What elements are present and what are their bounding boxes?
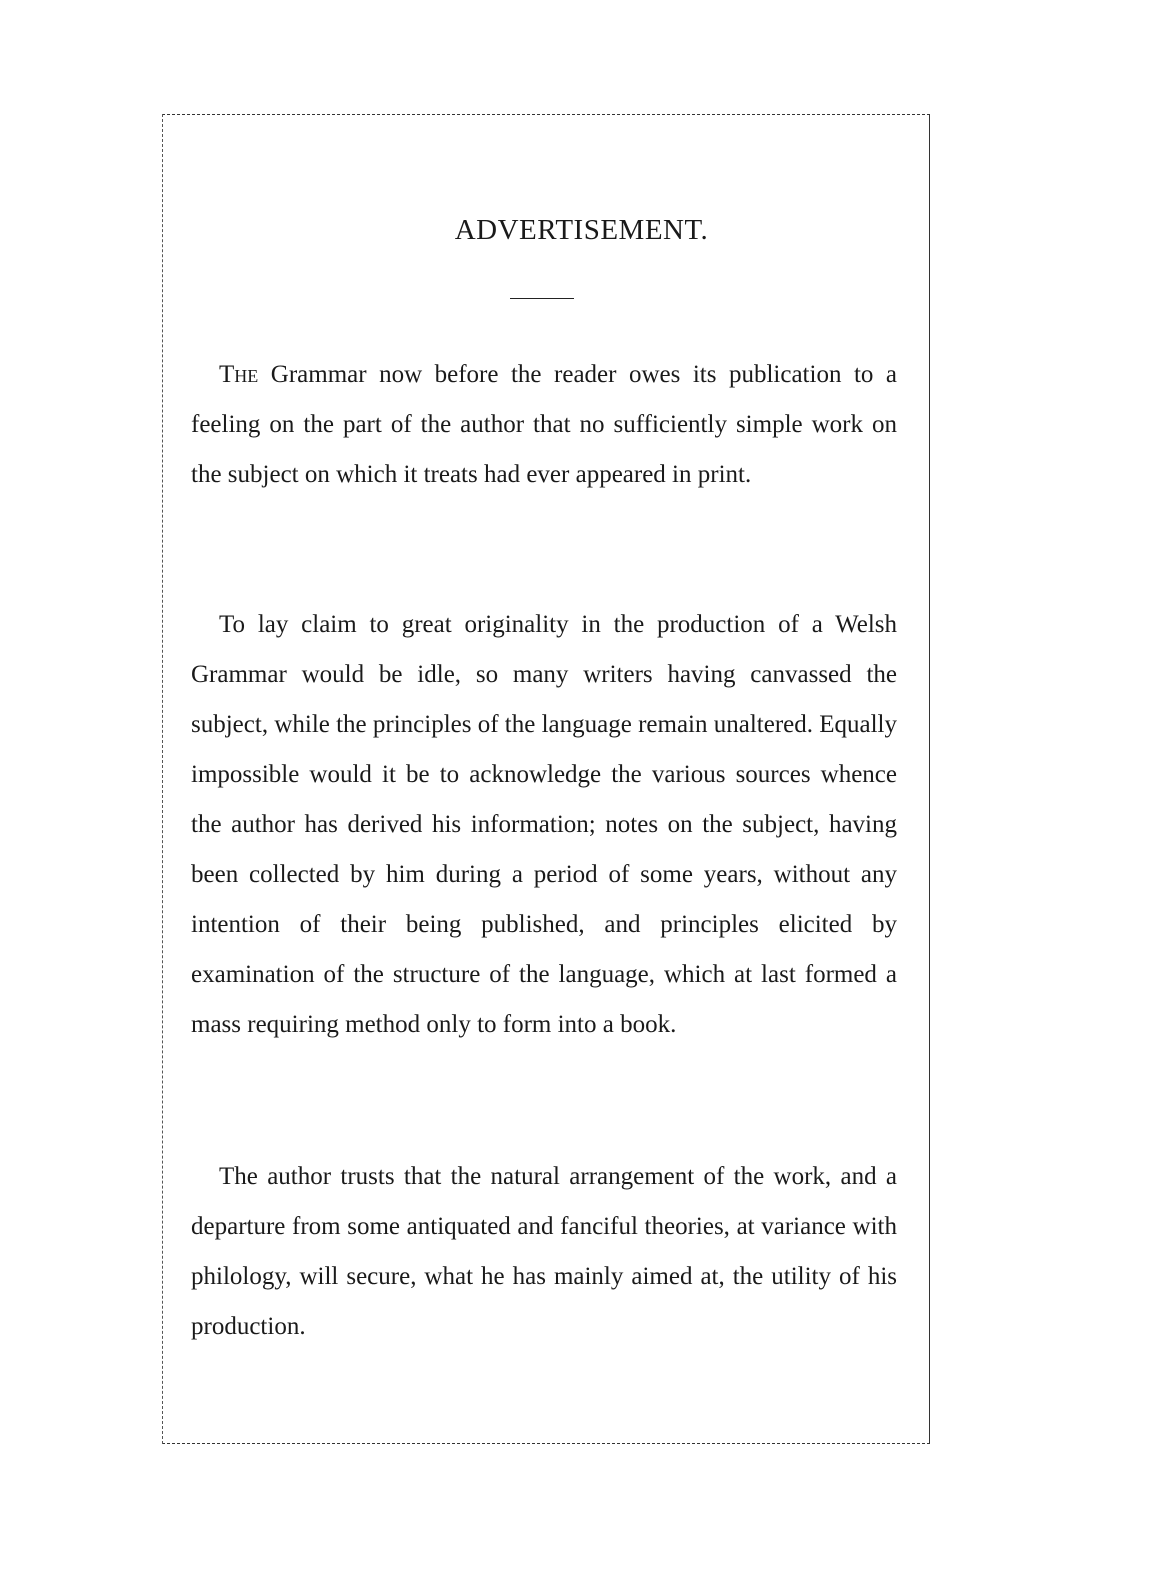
- paragraph-1-lead: The: [219, 361, 259, 388]
- page-title: ADVERTISEMENT.: [454, 214, 709, 246]
- paragraph-2: [191, 600, 897, 1050]
- paragraph-3: [191, 1152, 897, 1352]
- paragraph-3-text: The author trusts that the natural arrangement of the work, and a departure from some antiquated and fanciful theories, at variance with philology, will secure, what he has mainly aimed at, the utility of his production.: [191, 1163, 897, 1340]
- paragraph-2-text: To lay claim to great originality in the production of a Welsh Grammar would be idle, so many writers having canvassed the subject, while the principles of the language remain unaltered. Equally impossible would it be to acknowledge the various sources whence the author has derived his information; notes on the subject, having been collected by him during a period of some years, without any intention of their being published, and principles elicited by examination of the structure of the language, which at last formed a mass requiring method only to form into a book.: [191, 611, 898, 1038]
- paragraph-1: [191, 350, 897, 500]
- paragraph-1-text: Grammar now before the reader owes its publication to a feeling on the part of the author that no sufficiently simple work on the subject on which it treats had ever appeared in print.: [191, 361, 897, 488]
- title-divider: [510, 298, 574, 299]
